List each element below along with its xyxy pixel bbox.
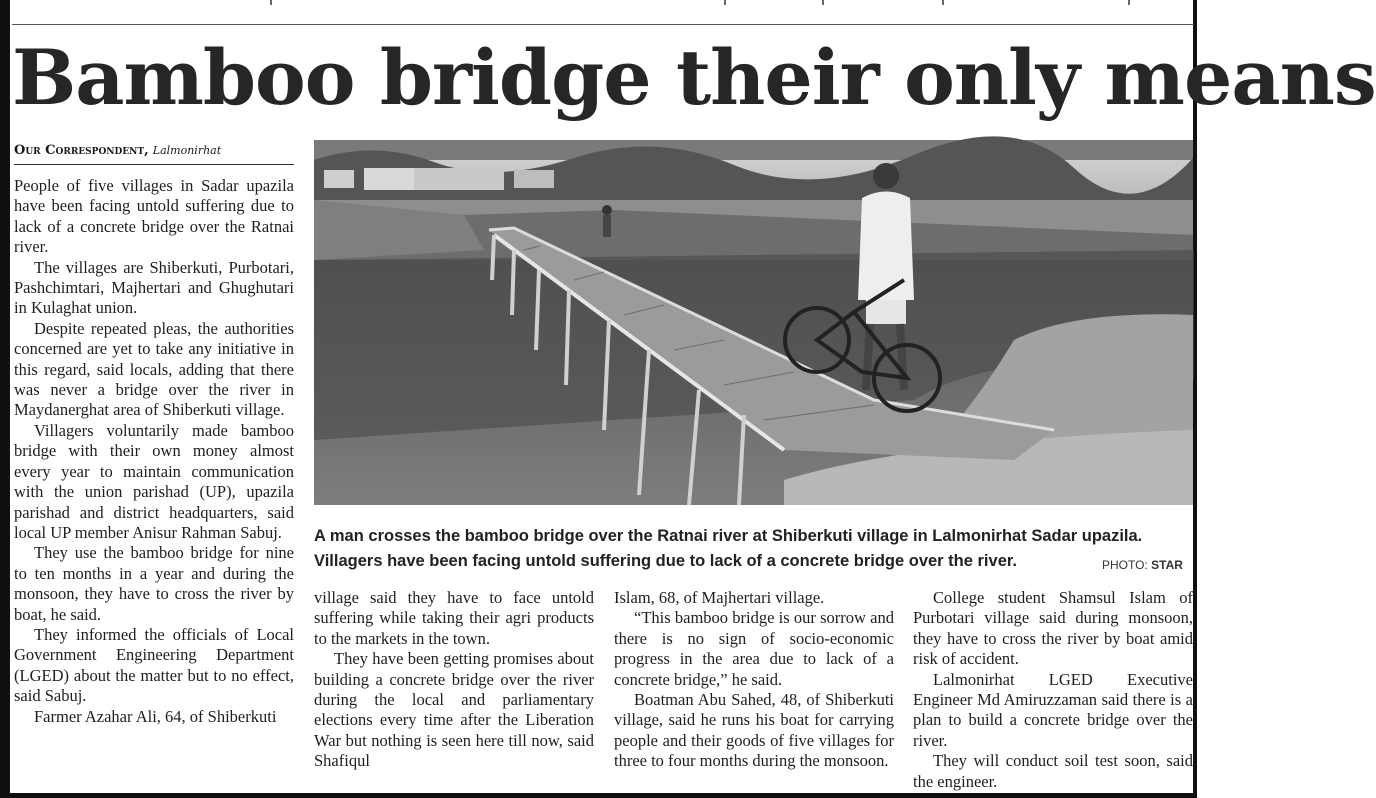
byline-name: Our Correspondent,: [14, 143, 149, 158]
caption-line-1: A man crosses the bamboo bridge over the Ratnai river at Shiberkuti village in Lalmonirhat Sadar upazila.: [314, 527, 1143, 545]
byline-place: Lalmonirhat: [152, 144, 222, 157]
paragraph: Villagers voluntarily made bamboo bridge with their own money almost every year to maintain communication with the union parishad (UP), upazila parishad and district headquarters, said local UP member Anisur Rahman Sabuj.: [14, 420, 294, 542]
bridge-photo-illustration: [314, 140, 1193, 505]
paragraph: “This bamboo bridge is our sorrow and there is no sign of socio-economic progress in the area due to lack of a concrete bridge,” he said.: [614, 608, 894, 689]
paragraph: They have been getting promises about building a concrete bridge over the river during the local and parliamentary elections every time after the Liberation War but nothing is seen here till now, said Shafiqul: [314, 649, 594, 771]
paragraph: People of five villages in Sadar upazila have been facing untold suffering due to lack of a concrete bridge over the Ratnai river.: [14, 176, 294, 257]
paragraph: village said they have to face untold suffering while taking their agri products to the markets in the town.: [314, 588, 594, 648]
credit-label: PHOTO:: [1102, 558, 1148, 572]
byline: [14, 142, 294, 165]
photo-credit: [1102, 558, 1183, 572]
paragraph: Boatman Abu Sahed, 48, of Shiberkuti village, said he runs his boat for carrying people and their goods of five villages for three to four months during the monsoon.: [614, 690, 894, 771]
paragraph: Farmer Azahar Ali, 64, of Shiberkuti: [34, 706, 277, 726]
headline: Bamboo bridge their only means: [12, 33, 1376, 122]
credit-source: STAR: [1151, 558, 1183, 572]
paragraph: They use the bamboo bridge for nine to ten months in a year and during the monsoon, they have to cross the river by boat, he said.: [14, 543, 294, 624]
page-left-edge: [0, 0, 10, 798]
paragraph: They informed the officials of Local Government Engineering Department (LGED) about the matter but to no effect, said Sabuj.: [14, 624, 294, 706]
paragraph: The villages are Shiberkuti, Purbotari, Pashchimtari, Majhertari and Ghughutari in Kulaghat union.: [14, 257, 294, 318]
paragraph: Lalmonirhat LGED Executive Engineer Md Amiruzzaman said there is a plan to build a concrete bridge over the river.: [913, 669, 1193, 750]
news-photo: [314, 140, 1193, 505]
page-bottom-edge: [0, 793, 1197, 798]
article-column-4: [913, 588, 1193, 792]
photo-caption: [314, 524, 1194, 574]
top-fragment-marks: [0, 0, 1197, 6]
article-column-2: [314, 588, 594, 772]
paragraph: College student Shamsul Islam of Purbotari village said during monsoon, they have to cross the river by boat amid risk of accident.: [913, 588, 1193, 669]
paragraph: Despite repeated pleas, the authorities concerned are yet to take any initiative in this regard, said locals, adding that there was never a bridge over the river in Maydanerghat area of Shiberkuti village.: [14, 318, 294, 420]
caption-line-2: Villagers have been facing untold suffering due to lack of a concrete bridge over the river.: [314, 552, 1017, 570]
article-column-1: [14, 176, 294, 727]
article-column-3: [614, 588, 894, 772]
paragraph: Islam, 68, of Majhertari village.: [614, 588, 825, 607]
top-rule: [12, 24, 1194, 25]
paragraph: They will conduct soil test soon, said the engineer.: [913, 751, 1193, 791]
